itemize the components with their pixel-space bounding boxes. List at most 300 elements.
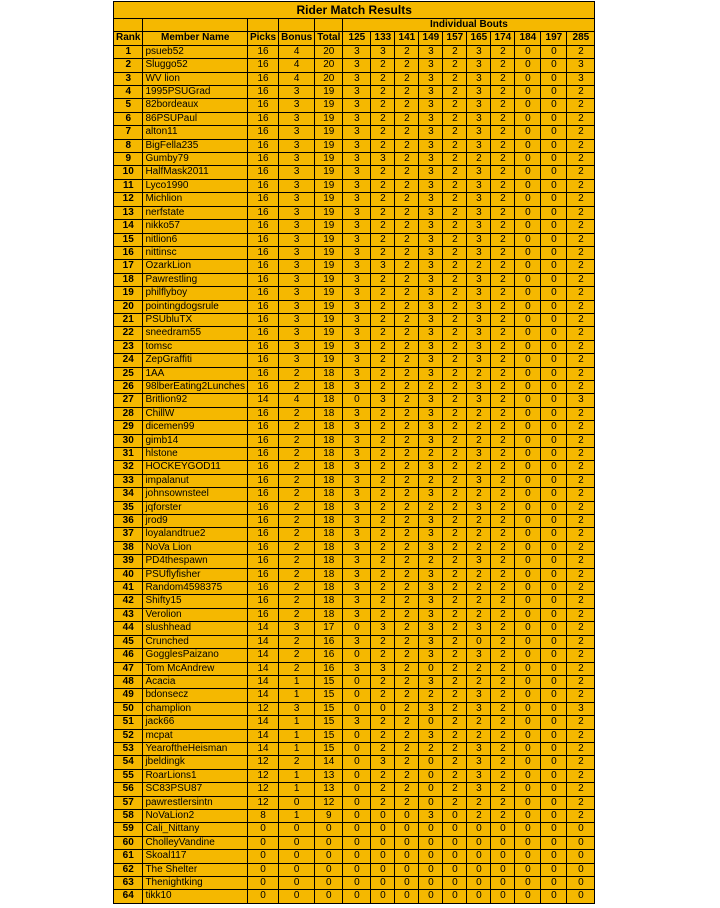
value-cell: 0 bbox=[491, 850, 515, 863]
value-cell: 2 bbox=[371, 448, 395, 461]
member-name-cell: 98lberEating2Lunches bbox=[143, 380, 248, 393]
value-cell: 2 bbox=[491, 448, 515, 461]
value-cell: 2 bbox=[567, 327, 595, 340]
value-cell: 3 bbox=[467, 783, 491, 796]
value-cell: 3 bbox=[467, 59, 491, 72]
rank-cell: 55 bbox=[114, 769, 143, 782]
value-cell: 16 bbox=[247, 461, 278, 474]
value-cell: 0 bbox=[467, 635, 491, 648]
value-cell: 2 bbox=[567, 287, 595, 300]
table-row bbox=[114, 421, 595, 434]
value-cell: 3 bbox=[419, 260, 443, 273]
table-row bbox=[114, 809, 595, 822]
value-cell: 3 bbox=[467, 112, 491, 125]
value-cell: 2 bbox=[395, 595, 419, 608]
value-cell: 4 bbox=[279, 59, 315, 72]
member-name-cell: tomsc bbox=[143, 340, 248, 353]
value-cell: 3 bbox=[419, 300, 443, 313]
value-cell: 3 bbox=[419, 622, 443, 635]
value-cell: 0 bbox=[343, 689, 371, 702]
value-cell: 2 bbox=[491, 206, 515, 219]
value-cell: 3 bbox=[467, 756, 491, 769]
value-cell: 0 bbox=[515, 233, 541, 246]
rank-cell: 6 bbox=[114, 112, 143, 125]
value-cell: 0 bbox=[419, 863, 443, 876]
value-cell: 2 bbox=[467, 595, 491, 608]
member-name-cell: Shifty15 bbox=[143, 595, 248, 608]
value-cell: 0 bbox=[541, 193, 567, 206]
value-cell: 0 bbox=[419, 783, 443, 796]
value-cell: 0 bbox=[395, 823, 419, 836]
value-cell: 3 bbox=[467, 689, 491, 702]
member-name-cell: tikk10 bbox=[143, 890, 248, 903]
member-name-cell: sneedram55 bbox=[143, 327, 248, 340]
value-cell: 0 bbox=[443, 890, 467, 903]
value-cell: 1 bbox=[279, 729, 315, 742]
rank-cell: 11 bbox=[114, 179, 143, 192]
value-cell: 2 bbox=[371, 461, 395, 474]
value-cell: 0 bbox=[371, 877, 395, 890]
table-row bbox=[114, 729, 595, 742]
table-row bbox=[114, 72, 595, 85]
value-cell: 3 bbox=[343, 541, 371, 554]
value-cell: 2 bbox=[443, 689, 467, 702]
value-cell: 2 bbox=[567, 783, 595, 796]
value-cell: 2 bbox=[567, 649, 595, 662]
value-cell: 3 bbox=[419, 273, 443, 286]
value-cell: 0 bbox=[343, 649, 371, 662]
value-cell: 2 bbox=[443, 166, 467, 179]
value-cell: 2 bbox=[371, 86, 395, 99]
value-cell: 2 bbox=[371, 193, 395, 206]
value-cell: 2 bbox=[567, 260, 595, 273]
value-cell: 1 bbox=[279, 742, 315, 755]
table-row bbox=[114, 850, 595, 863]
value-cell: 3 bbox=[419, 179, 443, 192]
value-cell: 3 bbox=[467, 233, 491, 246]
value-cell: 16 bbox=[247, 541, 278, 554]
value-cell: 12 bbox=[247, 783, 278, 796]
value-cell: 2 bbox=[371, 783, 395, 796]
value-cell: 2 bbox=[395, 59, 419, 72]
value-cell: 3 bbox=[467, 555, 491, 568]
value-cell: 0 bbox=[491, 877, 515, 890]
value-cell: 3 bbox=[467, 448, 491, 461]
table-row bbox=[114, 59, 595, 72]
value-cell: 3 bbox=[567, 72, 595, 85]
value-cell: 2 bbox=[467, 421, 491, 434]
column-header: Bonus bbox=[279, 32, 315, 45]
value-cell: 2 bbox=[491, 689, 515, 702]
value-cell: 16 bbox=[247, 287, 278, 300]
value-cell: 16 bbox=[247, 488, 278, 501]
value-cell: 2 bbox=[279, 501, 315, 514]
value-cell: 0 bbox=[541, 45, 567, 58]
value-cell: 3 bbox=[567, 702, 595, 715]
rank-cell: 26 bbox=[114, 380, 143, 393]
table-row bbox=[114, 474, 595, 487]
rank-cell: 23 bbox=[114, 340, 143, 353]
value-cell: 2 bbox=[395, 407, 419, 420]
value-cell: 18 bbox=[315, 541, 343, 554]
value-cell: 0 bbox=[541, 649, 567, 662]
value-cell: 2 bbox=[395, 300, 419, 313]
column-header: 157 bbox=[443, 32, 467, 45]
rank-cell: 16 bbox=[114, 246, 143, 259]
value-cell: 0 bbox=[515, 72, 541, 85]
value-cell: 19 bbox=[315, 206, 343, 219]
value-cell: 3 bbox=[467, 287, 491, 300]
value-cell: 0 bbox=[515, 796, 541, 809]
value-cell: 19 bbox=[315, 260, 343, 273]
value-cell: 2 bbox=[491, 796, 515, 809]
value-cell: 2 bbox=[395, 153, 419, 166]
value-cell: 0 bbox=[515, 877, 541, 890]
value-cell: 0 bbox=[567, 863, 595, 876]
value-cell: 15 bbox=[315, 729, 343, 742]
value-cell: 2 bbox=[491, 421, 515, 434]
value-cell: 15 bbox=[315, 702, 343, 715]
value-cell: 0 bbox=[279, 850, 315, 863]
value-cell: 2 bbox=[567, 716, 595, 729]
value-cell: 0 bbox=[515, 622, 541, 635]
rank-cell: 43 bbox=[114, 608, 143, 621]
value-cell: 3 bbox=[419, 45, 443, 58]
value-cell: 0 bbox=[315, 863, 343, 876]
value-cell: 16 bbox=[247, 99, 278, 112]
column-header-row bbox=[114, 32, 595, 45]
table-row bbox=[114, 769, 595, 782]
value-cell: 2 bbox=[371, 220, 395, 233]
table-row bbox=[114, 233, 595, 246]
value-cell: 2 bbox=[491, 394, 515, 407]
value-cell: 0 bbox=[515, 742, 541, 755]
value-cell: 3 bbox=[343, 461, 371, 474]
value-cell: 2 bbox=[567, 675, 595, 688]
value-cell: 2 bbox=[395, 488, 419, 501]
value-cell: 2 bbox=[371, 139, 395, 152]
value-cell: 2 bbox=[371, 300, 395, 313]
value-cell: 0 bbox=[515, 809, 541, 822]
rank-cell: 38 bbox=[114, 541, 143, 554]
value-cell: 3 bbox=[467, 327, 491, 340]
value-cell: 2 bbox=[279, 515, 315, 528]
value-cell: 3 bbox=[343, 582, 371, 595]
value-cell: 2 bbox=[567, 45, 595, 58]
value-cell: 16 bbox=[247, 313, 278, 326]
rank-cell: 54 bbox=[114, 756, 143, 769]
value-cell: 2 bbox=[371, 112, 395, 125]
value-cell: 3 bbox=[419, 809, 443, 822]
value-cell: 3 bbox=[467, 273, 491, 286]
table-row bbox=[114, 541, 595, 554]
value-cell: 3 bbox=[419, 675, 443, 688]
value-cell: 2 bbox=[491, 367, 515, 380]
value-cell: 19 bbox=[315, 273, 343, 286]
value-cell: 18 bbox=[315, 608, 343, 621]
column-header: 133 bbox=[371, 32, 395, 45]
value-cell: 0 bbox=[343, 877, 371, 890]
value-cell: 0 bbox=[419, 877, 443, 890]
value-cell: 0 bbox=[567, 850, 595, 863]
value-cell: 3 bbox=[467, 300, 491, 313]
rank-cell: 20 bbox=[114, 300, 143, 313]
rank-cell: 21 bbox=[114, 313, 143, 326]
value-cell: 1 bbox=[279, 769, 315, 782]
value-cell: 3 bbox=[419, 367, 443, 380]
column-header: Rank bbox=[114, 32, 143, 45]
rank-cell: 45 bbox=[114, 635, 143, 648]
value-cell: 16 bbox=[247, 300, 278, 313]
value-cell: 0 bbox=[541, 394, 567, 407]
value-cell: 2 bbox=[567, 555, 595, 568]
member-name-cell: 82bordeaux bbox=[143, 99, 248, 112]
value-cell: 0 bbox=[279, 796, 315, 809]
value-cell: 2 bbox=[371, 380, 395, 393]
value-cell: 0 bbox=[395, 877, 419, 890]
value-cell: 0 bbox=[515, 206, 541, 219]
value-cell: 2 bbox=[491, 488, 515, 501]
value-cell: 0 bbox=[515, 179, 541, 192]
rank-cell: 31 bbox=[114, 448, 143, 461]
value-cell: 0 bbox=[541, 448, 567, 461]
value-cell: 2 bbox=[371, 273, 395, 286]
member-name-cell: ZepGraffiti bbox=[143, 354, 248, 367]
value-cell: 0 bbox=[541, 86, 567, 99]
member-name-cell: The Shelter bbox=[143, 863, 248, 876]
value-cell: 2 bbox=[567, 622, 595, 635]
value-cell: 2 bbox=[279, 380, 315, 393]
value-cell: 0 bbox=[419, 836, 443, 849]
value-cell: 16 bbox=[247, 515, 278, 528]
rank-cell: 57 bbox=[114, 796, 143, 809]
value-cell: 2 bbox=[491, 220, 515, 233]
value-cell: 2 bbox=[491, 45, 515, 58]
value-cell: 2 bbox=[395, 72, 419, 85]
value-cell: 0 bbox=[515, 608, 541, 621]
value-cell: 2 bbox=[491, 783, 515, 796]
value-cell: 3 bbox=[419, 608, 443, 621]
value-cell: 18 bbox=[315, 488, 343, 501]
value-cell: 2 bbox=[443, 112, 467, 125]
value-cell: 0 bbox=[541, 246, 567, 259]
value-cell: 3 bbox=[279, 206, 315, 219]
rank-cell: 60 bbox=[114, 836, 143, 849]
rank-cell: 1 bbox=[114, 45, 143, 58]
value-cell: 3 bbox=[279, 99, 315, 112]
value-cell: 3 bbox=[419, 246, 443, 259]
value-cell: 2 bbox=[395, 260, 419, 273]
value-cell: 3 bbox=[419, 112, 443, 125]
member-name-cell: OzarkLion bbox=[143, 260, 248, 273]
value-cell: 3 bbox=[343, 287, 371, 300]
value-cell: 3 bbox=[467, 394, 491, 407]
value-cell: 2 bbox=[371, 649, 395, 662]
value-cell: 0 bbox=[395, 836, 419, 849]
member-name-cell: mcpat bbox=[143, 729, 248, 742]
value-cell: 2 bbox=[567, 112, 595, 125]
value-cell: 12 bbox=[247, 796, 278, 809]
member-name-cell: nitlion6 bbox=[143, 233, 248, 246]
value-cell: 0 bbox=[343, 809, 371, 822]
value-cell: 3 bbox=[467, 45, 491, 58]
value-cell: 0 bbox=[443, 877, 467, 890]
value-cell: 3 bbox=[279, 86, 315, 99]
value-cell: 3 bbox=[343, 179, 371, 192]
value-cell: 3 bbox=[371, 260, 395, 273]
value-cell: 0 bbox=[541, 380, 567, 393]
value-cell: 18 bbox=[315, 568, 343, 581]
value-cell: 16 bbox=[247, 206, 278, 219]
value-cell: 2 bbox=[371, 313, 395, 326]
value-cell: 16 bbox=[315, 635, 343, 648]
value-cell: 0 bbox=[515, 112, 541, 125]
value-cell: 0 bbox=[541, 716, 567, 729]
rank-cell: 15 bbox=[114, 233, 143, 246]
value-cell: 16 bbox=[315, 662, 343, 675]
value-cell: 3 bbox=[419, 206, 443, 219]
value-cell: 0 bbox=[395, 890, 419, 903]
value-cell: 18 bbox=[315, 434, 343, 447]
value-cell: 2 bbox=[567, 246, 595, 259]
value-cell: 3 bbox=[419, 407, 443, 420]
value-cell: 3 bbox=[419, 220, 443, 233]
value-cell: 3 bbox=[343, 555, 371, 568]
value-cell: 2 bbox=[491, 166, 515, 179]
value-cell: 18 bbox=[315, 582, 343, 595]
value-cell: 2 bbox=[395, 139, 419, 152]
value-cell: 0 bbox=[515, 340, 541, 353]
table-row bbox=[114, 139, 595, 152]
value-cell: 14 bbox=[247, 635, 278, 648]
value-cell: 0 bbox=[515, 541, 541, 554]
value-cell: 19 bbox=[315, 179, 343, 192]
value-cell: 3 bbox=[279, 166, 315, 179]
value-cell: 2 bbox=[395, 179, 419, 192]
table-row bbox=[114, 649, 595, 662]
value-cell: 2 bbox=[467, 541, 491, 554]
rank-cell: 51 bbox=[114, 716, 143, 729]
value-cell: 12 bbox=[247, 702, 278, 715]
value-cell: 2 bbox=[395, 716, 419, 729]
value-cell: 0 bbox=[343, 796, 371, 809]
value-cell: 2 bbox=[567, 313, 595, 326]
value-cell: 0 bbox=[343, 729, 371, 742]
value-cell: 16 bbox=[247, 233, 278, 246]
value-cell: 2 bbox=[567, 461, 595, 474]
table-row bbox=[114, 86, 595, 99]
value-cell: 0 bbox=[443, 809, 467, 822]
value-cell: 0 bbox=[419, 796, 443, 809]
value-cell: 3 bbox=[467, 126, 491, 139]
value-cell: 3 bbox=[467, 206, 491, 219]
value-cell: 0 bbox=[541, 582, 567, 595]
value-cell: 2 bbox=[371, 327, 395, 340]
value-cell: 0 bbox=[343, 756, 371, 769]
member-name-cell: pawrestlersintn bbox=[143, 796, 248, 809]
value-cell: 2 bbox=[443, 729, 467, 742]
value-cell: 2 bbox=[467, 675, 491, 688]
table-row bbox=[114, 220, 595, 233]
value-cell: 14 bbox=[247, 649, 278, 662]
value-cell: 18 bbox=[315, 421, 343, 434]
blank-cell bbox=[315, 19, 343, 32]
value-cell: 16 bbox=[247, 474, 278, 487]
value-cell: 2 bbox=[491, 233, 515, 246]
table-row bbox=[114, 756, 595, 769]
value-cell: 2 bbox=[443, 488, 467, 501]
value-cell: 2 bbox=[491, 407, 515, 420]
value-cell: 3 bbox=[343, 126, 371, 139]
value-cell: 0 bbox=[541, 99, 567, 112]
value-cell: 2 bbox=[467, 434, 491, 447]
member-name-cell: jqforster bbox=[143, 501, 248, 514]
value-cell: 2 bbox=[395, 729, 419, 742]
value-cell: 2 bbox=[395, 313, 419, 326]
member-name-cell: impalanut bbox=[143, 474, 248, 487]
column-header: 184 bbox=[515, 32, 541, 45]
value-cell: 2 bbox=[443, 139, 467, 152]
value-cell: 2 bbox=[395, 354, 419, 367]
rank-cell: 48 bbox=[114, 675, 143, 688]
value-cell: 0 bbox=[247, 863, 278, 876]
value-cell: 3 bbox=[343, 474, 371, 487]
value-cell: 2 bbox=[419, 501, 443, 514]
value-cell: 0 bbox=[371, 863, 395, 876]
value-cell: 2 bbox=[567, 541, 595, 554]
table-row bbox=[114, 287, 595, 300]
column-header: Total bbox=[315, 32, 343, 45]
value-cell: 2 bbox=[567, 300, 595, 313]
value-cell: 2 bbox=[395, 86, 419, 99]
value-cell: 2 bbox=[395, 166, 419, 179]
value-cell: 0 bbox=[343, 394, 371, 407]
value-cell: 0 bbox=[395, 850, 419, 863]
value-cell: 0 bbox=[515, 421, 541, 434]
value-cell: 2 bbox=[371, 488, 395, 501]
value-cell: 14 bbox=[247, 675, 278, 688]
value-cell: 2 bbox=[443, 702, 467, 715]
value-cell: 0 bbox=[279, 890, 315, 903]
value-cell: 19 bbox=[315, 126, 343, 139]
value-cell: 2 bbox=[567, 796, 595, 809]
value-cell: 2 bbox=[567, 206, 595, 219]
rank-cell: 12 bbox=[114, 193, 143, 206]
value-cell: 0 bbox=[515, 595, 541, 608]
value-cell: 2 bbox=[467, 729, 491, 742]
table-row bbox=[114, 461, 595, 474]
value-cell: 0 bbox=[419, 769, 443, 782]
value-cell: 0 bbox=[395, 863, 419, 876]
value-cell: 18 bbox=[315, 474, 343, 487]
value-cell: 0 bbox=[541, 220, 567, 233]
value-cell: 2 bbox=[443, 474, 467, 487]
value-cell: 0 bbox=[541, 877, 567, 890]
value-cell: 0 bbox=[371, 850, 395, 863]
value-cell: 0 bbox=[467, 890, 491, 903]
value-cell: 13 bbox=[315, 783, 343, 796]
value-cell: 2 bbox=[371, 568, 395, 581]
value-cell: 2 bbox=[491, 112, 515, 125]
value-cell: 2 bbox=[491, 769, 515, 782]
column-header: 165 bbox=[467, 32, 491, 45]
value-cell: 3 bbox=[371, 45, 395, 58]
value-cell: 2 bbox=[443, 568, 467, 581]
value-cell: 16 bbox=[247, 421, 278, 434]
table-row bbox=[114, 595, 595, 608]
value-cell: 2 bbox=[371, 126, 395, 139]
value-cell: 0 bbox=[515, 287, 541, 300]
